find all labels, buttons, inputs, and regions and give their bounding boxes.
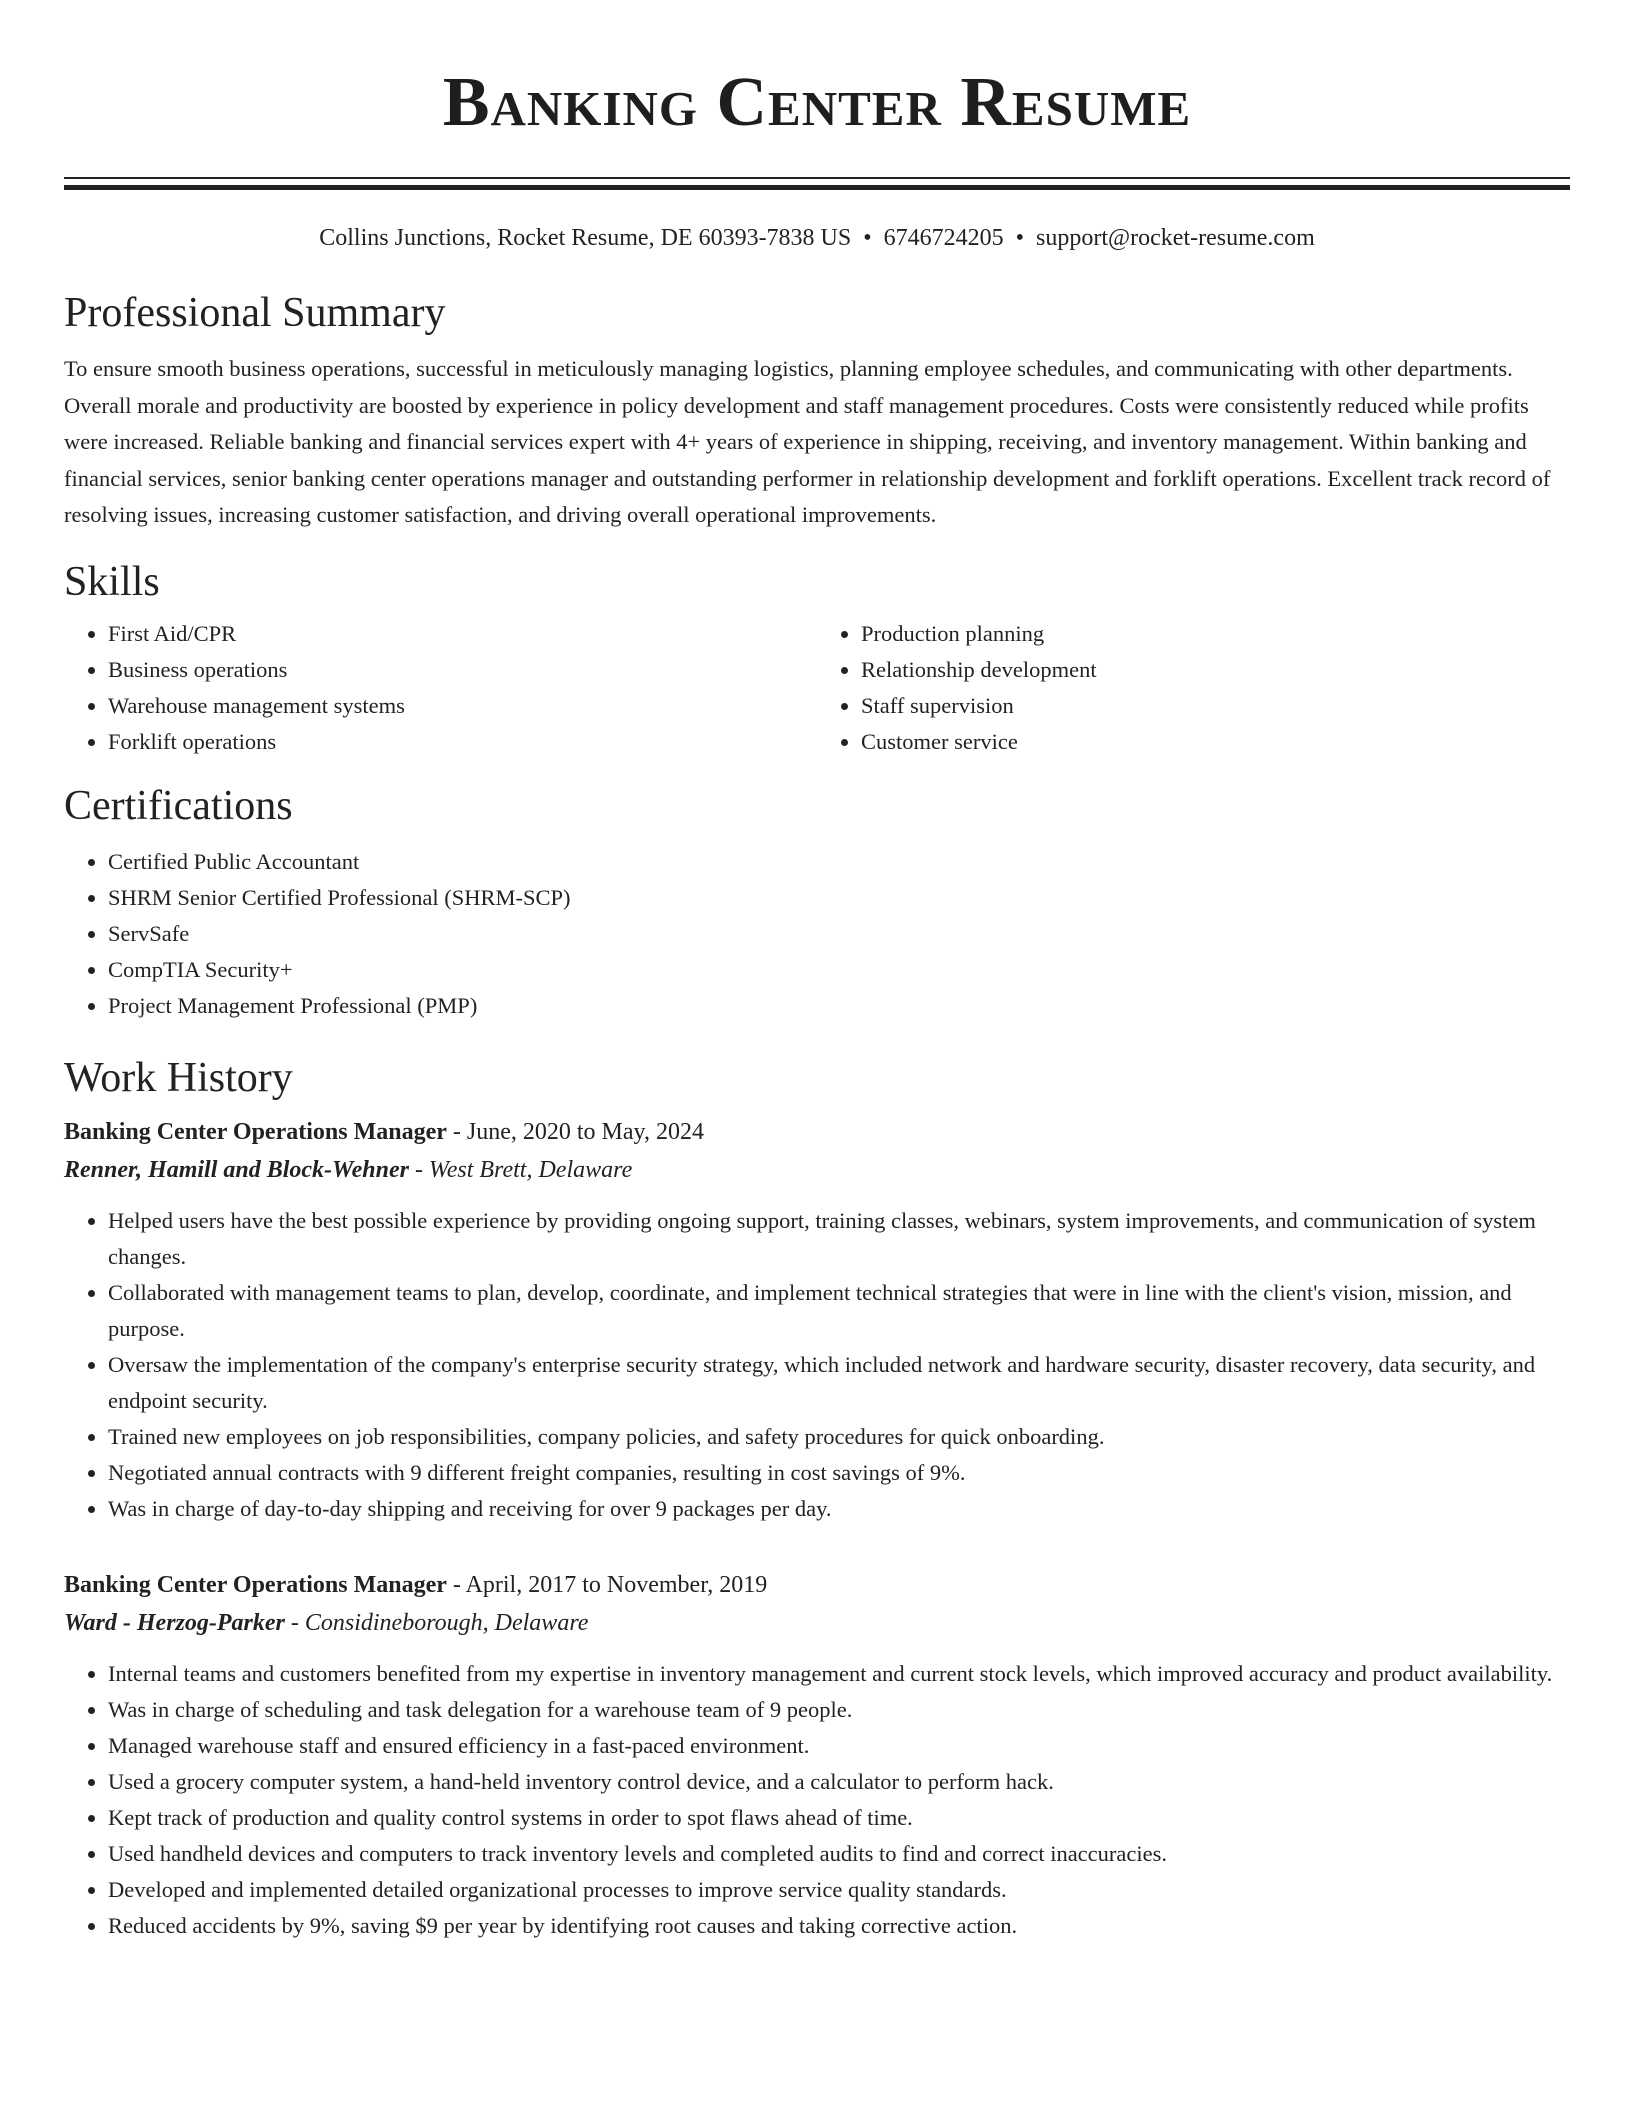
summary-heading: Professional Summary [64, 290, 446, 336]
job-location: - West Brett, Delaware [408, 1156, 633, 1183]
skill-item: • Forklift operations [108, 724, 817, 760]
skill-item: • Customer service [861, 724, 1570, 760]
job-company: Ward - Herzog-Parker [64, 1609, 285, 1636]
job-bullet: • Helped users have the best possible experience by providing ongoing support, training classes, webinars, system improvements, and communication of system changes. [108, 1203, 1570, 1275]
skills-list-left [64, 616, 817, 760]
title-rule-thin [64, 177, 1570, 179]
resume-title: Banking Center Resume [442, 64, 1192, 141]
skills-list-right [817, 616, 1570, 760]
job-bullet: • Was in charge of day-to-day shipping and receiving for over 9 packages per day. [108, 1491, 1570, 1527]
job-company: Renner, Hamill and Block-Wehner [64, 1156, 409, 1183]
job-bullet: • Developed and implemented detailed organizational processes to improve service quality standards. [108, 1872, 1570, 1908]
job-bullet: • Collaborated with management teams to plan, develop, coordinate, and implement technical strategies that were in line with the client's vision, mission, and purpose. [108, 1275, 1570, 1347]
job-title: Banking Center Operations Manager [64, 1118, 447, 1145]
contact-separator: • [863, 225, 872, 251]
certifications-list [64, 844, 1570, 1024]
job-title: Banking Center Operations Manager [64, 1571, 447, 1598]
job-bullet: • Was in charge of scheduling and task delegation for a warehouse team of 9 people. [108, 1692, 1570, 1728]
job-company-line [64, 1151, 1570, 1189]
skills-heading: Skills [64, 558, 160, 605]
job-bullet: • Trained new employees on job responsibilities, company policies, and safety procedures for quick onboarding. [108, 1419, 1570, 1455]
contact-phone: 6746724205 [883, 225, 1004, 251]
skill-item: • Warehouse management systems [108, 688, 817, 724]
skill-item: • Staff supervision [861, 688, 1570, 724]
job-title-line [64, 1567, 1570, 1604]
skill-item: • Production planning [861, 616, 1570, 652]
title-rule-thick [64, 185, 1570, 190]
summary-text: To ensure smooth business operations, successful in meticulously managing logistics, planning employee schedules, and communicating with other departments. Overall morale and productivity are boosted by experience in policy development and staff management procedures. Costs were consistently reduced while profits were increased. Reliable banking and financial services expert with 4+ years of experience in shipping, receiving, and inventory management. Within banking and financial services, senior banking center operations manager and outstanding performer in relationship development and forklift operations. Excellent track record of resolving issues, increasing customer satisfaction, and driving overall operational improvements. [64, 356, 1551, 527]
skill-item: • First Aid/CPR [108, 616, 817, 652]
job-bullet: • Used a grocery computer system, a hand-held inventory control device, and a calculator to perform hack. [108, 1764, 1570, 1800]
job-entry [64, 1114, 1570, 1527]
skill-item: • Business operations [108, 652, 817, 688]
certification-item: • SHRM Senior Certified Professional (SHRM-SCP) [108, 880, 1570, 916]
certification-item: • Certified Public Accountant [108, 844, 1570, 880]
certification-item: • CompTIA Security+ [108, 952, 1570, 988]
certification-item: • Project Management Professional (PMP) [108, 988, 1570, 1024]
job-bullet: • Oversaw the implementation of the company's enterprise security strategy, which included network and hardware security, disaster recovery, data security, and endpoint security. [108, 1347, 1570, 1419]
contact-address: Collins Junctions, Rocket Resume, DE 60393-7838 US [319, 225, 852, 251]
job-bullet: • Managed warehouse staff and ensured efficiency in a fast-paced environment. [108, 1728, 1570, 1764]
job-bullets [64, 1203, 1570, 1527]
work-history-heading: Work History [64, 1054, 293, 1101]
skill-item: • Relationship development [861, 652, 1570, 688]
contact-email: support@rocket-resume.com [1036, 225, 1315, 251]
resume-page [64, 0, 1570, 1944]
job-dates: - April, 2017 to November, 2019 [446, 1571, 768, 1598]
job-bullet: • Negotiated annual contracts with 9 different freight companies, resulting in cost savings of 9%. [108, 1455, 1570, 1491]
contact-separator: • [1015, 225, 1025, 251]
job-bullet: • Kept track of production and quality control systems in order to spot flaws ahead of time. [108, 1800, 1570, 1836]
job-dates: - June, 2020 to May, 2024 [446, 1118, 704, 1145]
job-bullets [64, 1656, 1570, 1944]
job-company-line [64, 1604, 1570, 1642]
skills-columns [64, 616, 1570, 760]
job-bullet: • Internal teams and customers benefited from my expertise in inventory management and current stock levels, which improved accuracy and product availability. [108, 1656, 1570, 1692]
job-location: - Considineborough, Delaware [284, 1609, 589, 1636]
job-bullet: • Reduced accidents by 9%, saving $9 per year by identifying root causes and taking corrective action. [108, 1908, 1570, 1944]
job-bullet: • Used handheld devices and computers to track inventory levels and completed audits to find and correct inaccuracies. [108, 1836, 1570, 1872]
job-entry [64, 1567, 1570, 1944]
contact-line [64, 223, 1570, 253]
certification-item: • ServSafe [108, 916, 1570, 952]
job-title-line [64, 1114, 1570, 1151]
certifications-heading: Certifications [64, 782, 293, 829]
